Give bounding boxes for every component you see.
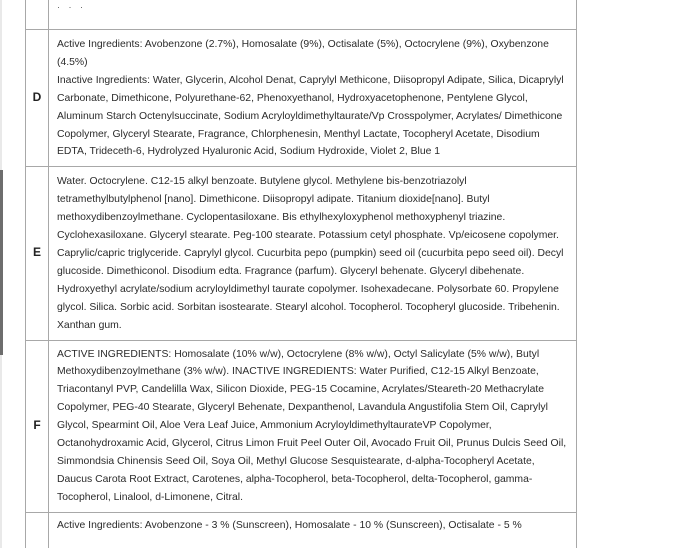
ingredient-text: Water. Octocrylene. C12-15 alkyl benzoate. Butylene glycol. Methylene bis-benzotriazolyl tetramethylbutylphenol [nano]. Dimethicone. Diisopropyl adipate. Titanium dioxide[nano]. Butyl methoxydibenzoylmethane. Cyclopentasiloxane. Bis ethylhexyloxyphenol methoxyphenyl triazine. Cyclohexasiloxane. Glyceryl stearate. Peg-100 stearate. Potassium cetyl phosphate. Vp/eicosene copolymer. Caprylic/capric triglyceride. Caprylyl glycol. Cucurbita pepo (pumpkin) seed oil (cucurbita pepo seed oil). Decyl glucoside. Dimethiconol. Disodium edta. Fragrance (parfum). Glyceryl behenate. Glyceryl dibehenate. Hydroxyethyl acrylate/sodium acryloyldimethyl taurate copolymer. Isohexadecane. Polysorbate 60. Propylene glycol. Silica. Sorbic acid. Sorbitan isostearate. Stearyl alcohol. Tocopherol. Tocopheryl glucoside. Tribehenin. Xanthan gum. <box>49 167 577 340</box>
ingredient-cell <box>49 30 577 167</box>
table-row <box>26 512 577 548</box>
table-row <box>26 167 577 340</box>
active-ingredients-text: Active Ingredients: Avobenzone (2.7%), Homosalate (9%), Octisalate (5%), Octocrylene (9%), Oxybenzone (4.5%) <box>57 39 549 68</box>
scrollbar-thumb[interactable] <box>0 170 3 355</box>
inactive-ingredients-text: Inactive Ingredients: Water, Glycerin, Alcohol Denat, Caprylyl Methicone, Diisopropyl Adipate, Silica, Dicaprylyl Carbonate, Dimethicone, Polyurethane-62, Phenoxyethanol, Hydroxyacetophenone, Pentylene Glycol, Aluminum Starch Octenylsuccinate, Sodium Acryloyldimethyltaurate/Vp Crosspolymer, Acrylates/ Dimethicone Copolymer, Glyceryl Stearate, Fragrance, Chlorphenesin, Menthyl Lactate, Tocopheryl Acetate, Disodium EDTA, Trideceth-6, Hydrolyzed Hyaluronic Acid, Sodium Hydroxide, Violet 2, Blue 1 <box>57 74 564 158</box>
ingredient-text: Active Ingredients: Avobenzone - 3 % (Sunscreen), Homosalate - 10 % (Sunscreen), Octisalate - 5 % <box>49 512 577 548</box>
table-row <box>26 340 577 512</box>
table-row <box>26 30 577 167</box>
row-label <box>26 512 49 548</box>
ingredient-text: · · · <box>49 0 577 30</box>
row-label <box>26 0 49 30</box>
ingredients-table <box>25 0 577 548</box>
row-label: D <box>26 30 49 167</box>
row-label: E <box>26 167 49 340</box>
row-label: F <box>26 340 49 512</box>
ingredient-text: ACTIVE INGREDIENTS: Homosalate (10% w/w), Octocrylene (8% w/w), Octyl Salicylate (5% w/w), Butyl Methoxydibenzoylmethane (3% w/w). INACTIVE INGREDIENTS: Water Purified, C12-15 Alkyl Benzoate, Triacontanyl PVP, Candelilla Wax, Silicon Dioxide, PEG-15 Cocamine, Acrylates/Steareth-20 Methacrylate Copolymer, PEG-40 Stearate, Glyceryl Behenate, Dexpanthenol, Lavandula Angustifolia Stem Oil, Caprylyl Glycol, Spearmint Oil, Aloe Vera Leaf Juice, Ammonium AcryloyldimethyltaurateVP Copolymer, Octanohydroxamic Acid, Glycerol, Citrus Limon Fruit Peel Outer Oil, Avocado Fruit Oil, Prunus Dulcis Seed Oil, Simmondsia Chinensis Seed Oil, Soya Oil, Methyl Glucose Sesquistearate, d-alpha-Tocopheryl Acetate, Daucus Carota Root Extract, Carotenes, alpha-Tocopherol, beta-Tocopherol, delta-Tocopherol, gamma-Tocopherol, Linalool, d-Limonene, Citral. <box>49 340 577 512</box>
table-row <box>26 0 577 30</box>
